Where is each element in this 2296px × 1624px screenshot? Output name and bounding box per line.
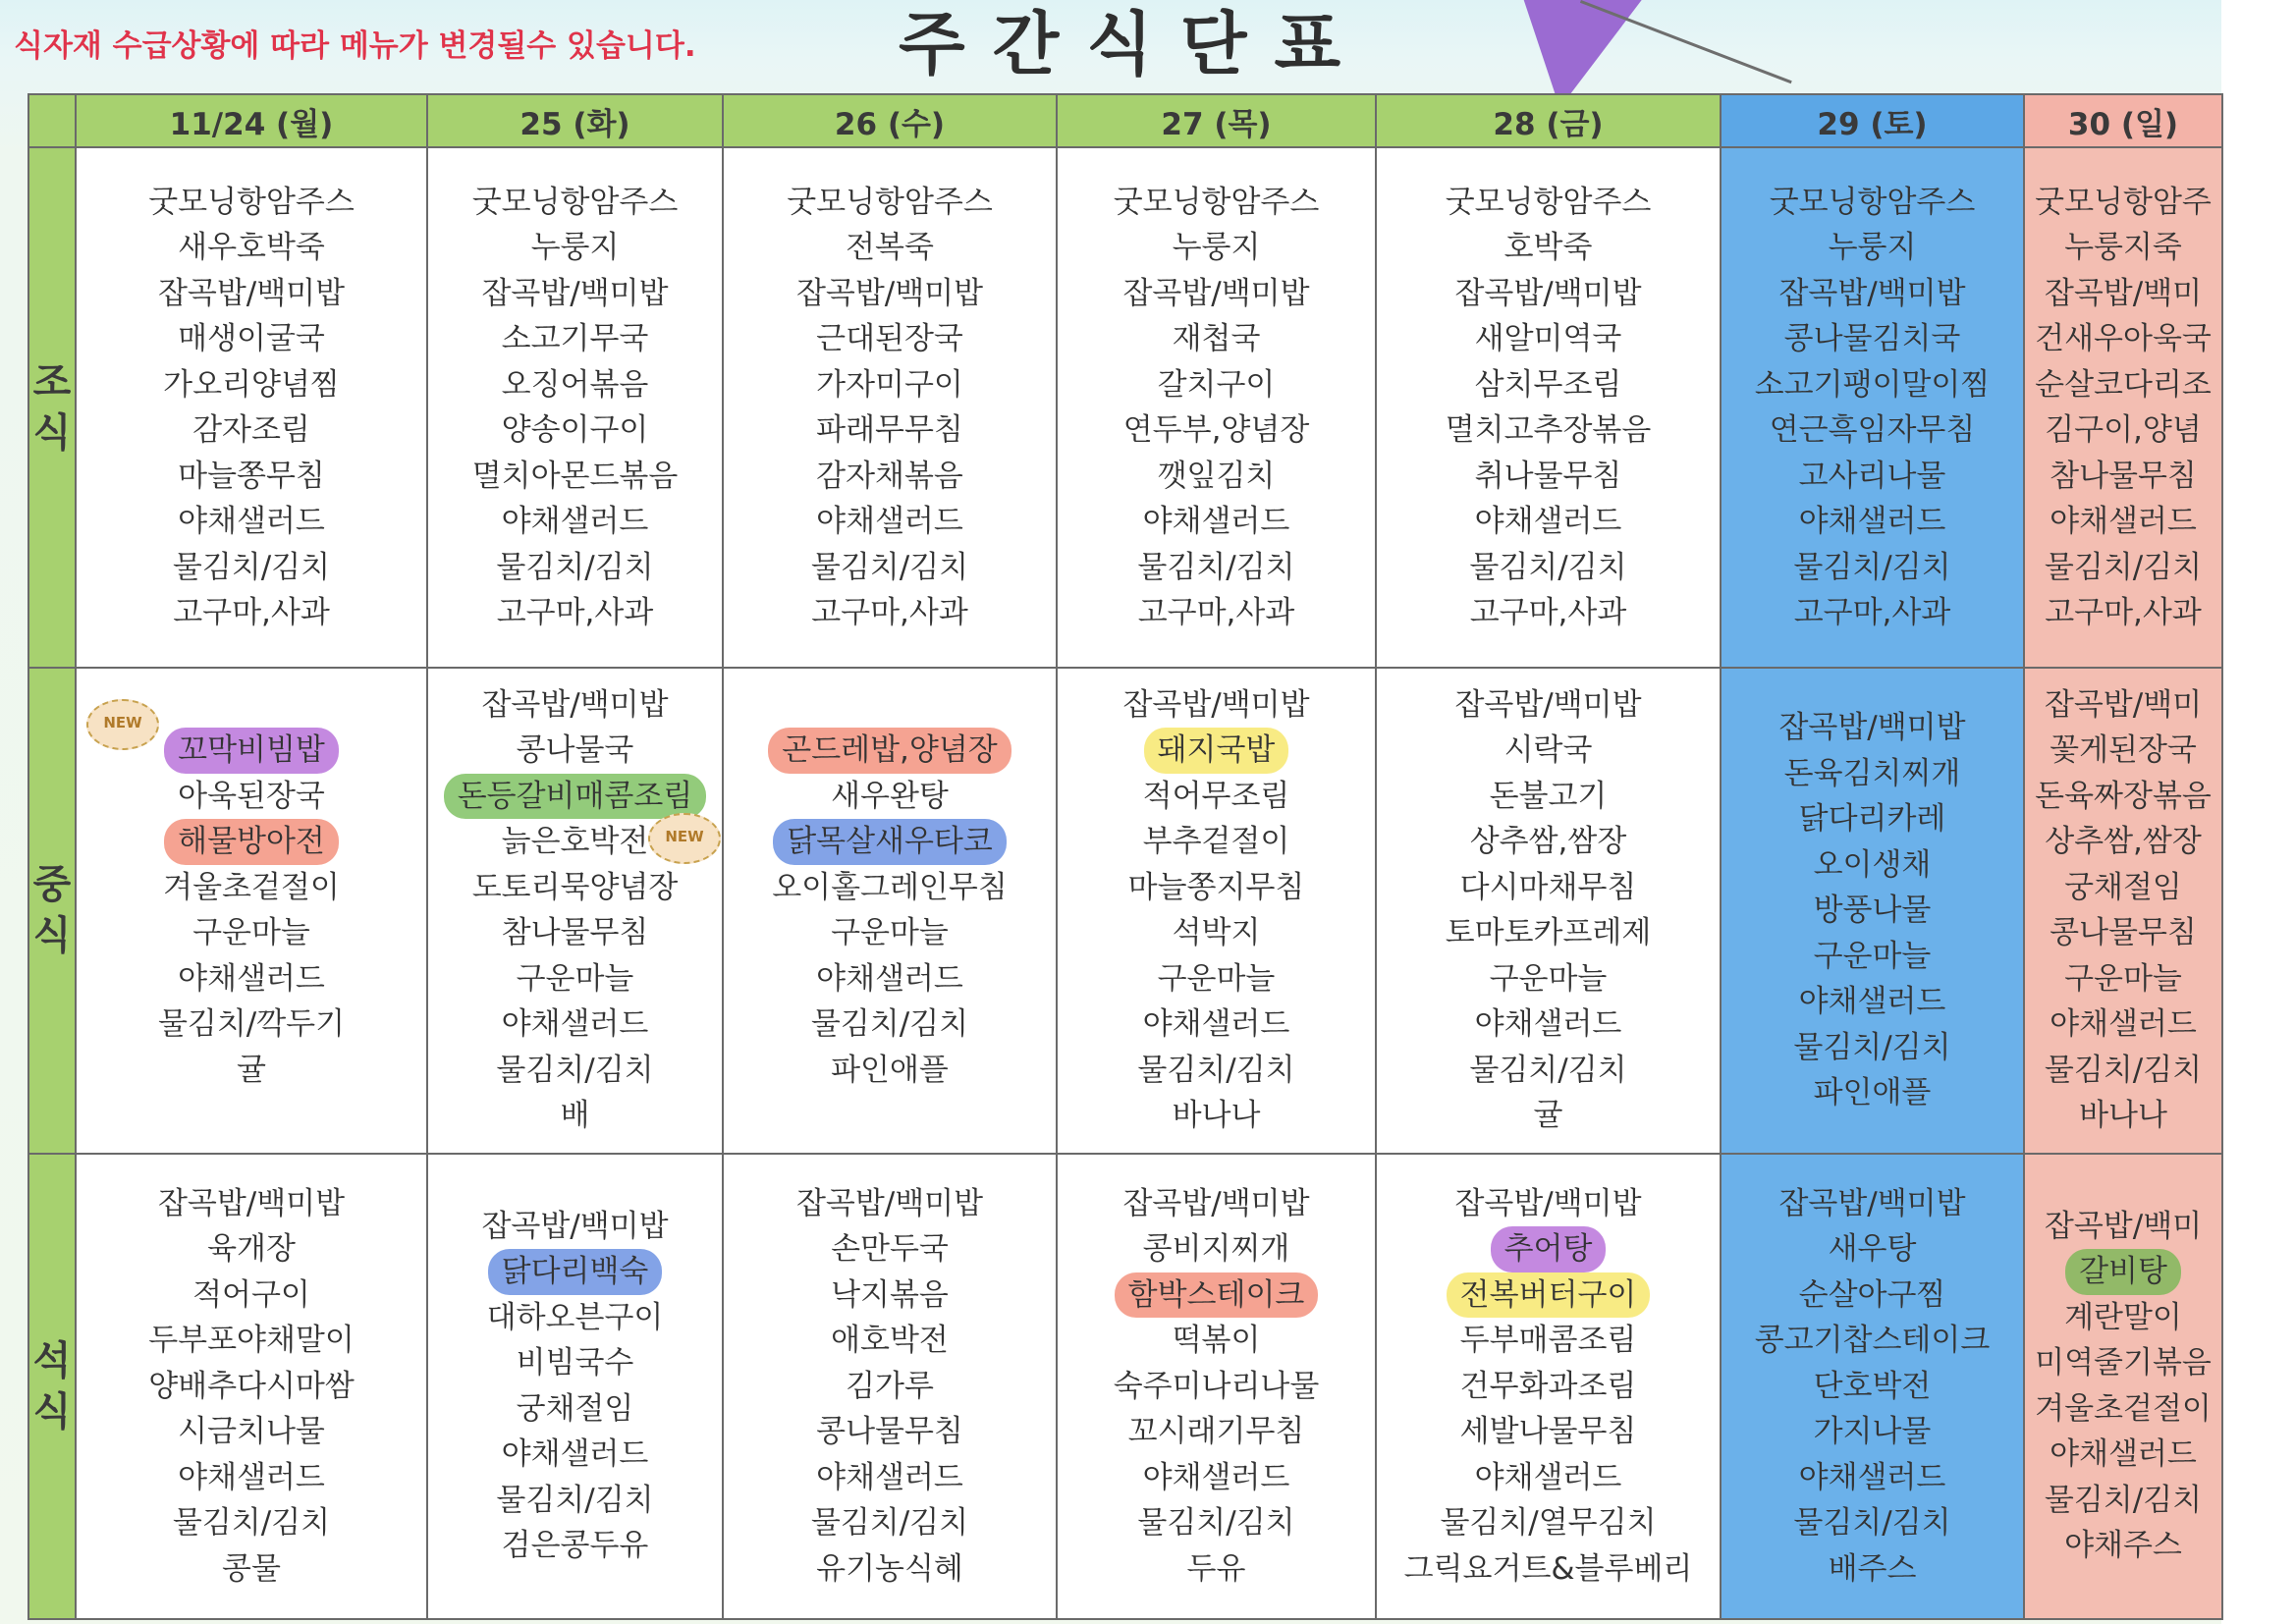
menu-item: 굿모닝항암주 <box>2035 184 2212 220</box>
dinner-cell-fri <box>1376 1154 1721 1619</box>
menu-item: 그릭요거트&블루베리 <box>1403 1550 1693 1587</box>
menu-item: 새우탕 <box>1828 1231 1917 1268</box>
menu-item: 구운마늘 <box>831 915 949 951</box>
new-sticker-decoration: NEW <box>86 699 159 750</box>
menu-item: 잡곡밥/백미밥 <box>1778 710 1966 746</box>
menu-item: 잡곡밥/백미밥 <box>795 275 984 311</box>
menu-item: 겨울초겉절이 <box>163 869 340 905</box>
menu-body <box>28 147 2222 1619</box>
menu-item: 가지나물 <box>1813 1414 1932 1450</box>
menu-item: 토마토카프레제 <box>1445 915 1652 951</box>
highlighted-menu-item: 전복버터구이 <box>1447 1272 1651 1319</box>
menu-item: 순살코다리조 <box>2035 366 2212 403</box>
menu-item: 새알미역국 <box>1474 321 1622 357</box>
menu-item: 잡곡밥/백미밥 <box>1122 686 1310 723</box>
menu-item: 시락국 <box>1503 732 1593 769</box>
menu-item: 물김치/김치 <box>172 549 331 585</box>
menu-item: 고구마,사과 <box>496 595 654 631</box>
menu-item: 야채샐러드 <box>1142 1459 1290 1495</box>
menu-item: 물김치/김치 <box>1137 1505 1295 1542</box>
menu-item: 야채샐러드 <box>1798 504 1946 540</box>
menu-item: 궁채절임 <box>2064 869 2182 905</box>
menu-item-list <box>1058 1181 1375 1593</box>
menu-item: 굿모닝항암주스 <box>1113 184 1320 220</box>
menu-item: 물김치/김치 <box>1469 1052 1627 1088</box>
menu-item: 야채주스 <box>2064 1528 2182 1564</box>
menu-item: 누룽지 <box>530 230 620 266</box>
menu-item: 바나나 <box>2079 1098 2167 1134</box>
menu-item: 파인애플 <box>831 1052 949 1088</box>
menu-item: 구운마늘 <box>192 915 310 951</box>
highlighted-menu-item: 꼬막비빔밥 <box>164 728 339 774</box>
menu-item: 참나물무침 <box>501 915 649 951</box>
menu-item: 멸치아몬드볶음 <box>471 458 679 494</box>
menu-item: 물김치/김치 <box>496 1482 654 1518</box>
day-header-thu: 27 (목) <box>1057 94 1376 147</box>
highlighted-menu-item: 돈등갈비매콤조림 <box>444 774 707 820</box>
highlighted-menu-item: 닭다리백숙 <box>488 1249 663 1295</box>
menu-item: 꼬시래기무침 <box>1127 1414 1305 1450</box>
menu-item: 고구마,사과 <box>811 595 968 631</box>
menu-item: 배 <box>560 1098 590 1134</box>
menu-item: 물김치/김치 <box>1137 1052 1295 1088</box>
menu-item: 잡곡밥/백미밥 <box>157 275 346 311</box>
menu-item: 물김치/김치 <box>1793 1505 1951 1542</box>
menu-item: 야채샐러드 <box>1798 1459 1946 1495</box>
menu-item: 새우완탕 <box>831 778 949 814</box>
menu-item: 잡곡밥/백미밥 <box>157 1185 346 1221</box>
menu-item: 늙은호박전 <box>501 824 649 860</box>
menu-item: 잡곡밥/백미밥 <box>481 275 669 311</box>
menu-item: 물김치/김치 <box>810 1006 969 1043</box>
lunch-cell-sat <box>1721 668 2024 1154</box>
menu-item: 호박죽 <box>1503 230 1593 266</box>
breakfast-cell-sun <box>2024 147 2222 668</box>
menu-item: 물김치/김치 <box>1137 549 1295 585</box>
menu-item: 고구마,사과 <box>173 595 330 631</box>
menu-item: 콩나물국 <box>516 732 634 769</box>
breakfast-cell-mon <box>76 147 427 668</box>
dinner-cell-sun <box>2024 1154 2222 1619</box>
dinner-cell-tue <box>427 1154 723 1619</box>
menu-item: 김구이,양념 <box>2045 412 2202 449</box>
menu-item: 애호박전 <box>831 1323 949 1359</box>
highlighted-menu-item: 갈비탕 <box>2065 1249 2181 1295</box>
menu-item: 돈육짜장볶음 <box>2035 778 2212 814</box>
menu-item-list <box>724 180 1056 636</box>
menu-item: 미역줄기볶음 <box>2035 1345 2212 1381</box>
highlighted-menu-item: 추어탕 <box>1491 1226 1607 1272</box>
menu-item: 구운마늘 <box>1157 960 1276 997</box>
menu-item: 야채샐러드 <box>1474 1006 1622 1043</box>
menu-item: 굿모닝항암주스 <box>1769 184 1976 220</box>
menu-item: 소고기무국 <box>501 321 649 357</box>
day-header-sun: 30 (일) <box>2024 94 2222 147</box>
menu-item-list <box>2025 180 2221 636</box>
menu-item-list <box>1377 180 1720 636</box>
menu-item-list <box>428 180 722 636</box>
menu-item: 상추쌈,쌈장 <box>2045 824 2202 860</box>
menu-item: 돈불고기 <box>1489 778 1608 814</box>
menu-item-list <box>1377 682 1720 1139</box>
menu-item: 손만두국 <box>831 1231 949 1268</box>
menu-item: 고구마,사과 <box>1137 595 1295 631</box>
menu-item: 고구마,사과 <box>1793 595 1951 631</box>
menu-item: 떡볶이 <box>1172 1323 1261 1359</box>
menu-item: 검은콩두유 <box>501 1528 649 1564</box>
page-title: 주간식단표 <box>899 4 1369 84</box>
menu-item: 야채샐러드 <box>1474 504 1622 540</box>
menu-item: 배주스 <box>1828 1550 1917 1587</box>
menu-item: 물김치/김치 <box>1793 549 1951 585</box>
menu-item: 적어무조림 <box>1142 778 1290 814</box>
menu-item: 굿모닝항암주스 <box>148 184 355 220</box>
menu-item: 도토리묵양념장 <box>471 869 679 905</box>
menu-item: 물김치/깍두기 <box>157 1006 346 1043</box>
menu-item: 잡곡밥/백미 <box>2044 1208 2203 1244</box>
menu-item: 단호박전 <box>1813 1368 1932 1404</box>
breakfast-cell-tue <box>427 147 723 668</box>
menu-item: 잡곡밥/백미밥 <box>1778 275 1966 311</box>
lunch-row <box>28 668 2222 1154</box>
menu-item: 닭다리카레 <box>1798 801 1946 838</box>
menu-item: 마늘쫑지무침 <box>1127 869 1305 905</box>
menu-item: 콩나물무침 <box>2050 915 2197 951</box>
menu-item: 상추쌈,쌈장 <box>1469 824 1627 860</box>
menu-item: 다시마채무침 <box>1459 869 1637 905</box>
menu-item: 잡곡밥/백미밥 <box>1454 275 1642 311</box>
menu-item: 두유 <box>1186 1550 1246 1587</box>
menu-item-list <box>77 1181 426 1593</box>
menu-item: 돈육김치찌개 <box>1783 755 1961 791</box>
menu-item: 김가루 <box>846 1368 934 1404</box>
menu-item: 물김치/김치 <box>1793 1029 1951 1065</box>
menu-item: 건새우아욱국 <box>2035 321 2212 357</box>
menu-item: 오징어볶음 <box>501 366 649 403</box>
menu-item: 계란말이 <box>2064 1299 2182 1335</box>
breakfast-cell-fri <box>1376 147 1721 668</box>
day-header-sat: 29 (토) <box>1721 94 2024 147</box>
menu-item: 연근흑임자무침 <box>1769 412 1976 449</box>
menu-item: 누룽지 <box>1828 230 1917 266</box>
menu-item: 구운마늘 <box>1489 960 1608 997</box>
highlighted-menu-item: 해물방아전 <box>164 819 339 865</box>
menu-item: 적어구이 <box>192 1276 310 1313</box>
dinner-cell-sat <box>1721 1154 2024 1619</box>
highlighted-menu-item: 곤드레밥,양념장 <box>768 728 1011 774</box>
menu-item: 물김치/김치 <box>2044 549 2203 585</box>
menu-item: 깻잎김치 <box>1157 458 1276 494</box>
menu-item: 야채샐러드 <box>501 1436 649 1473</box>
breakfast-cell-sat <box>1721 147 2024 668</box>
breakfast-label <box>28 147 76 668</box>
day-header-fri: 28 (금) <box>1376 94 1721 147</box>
menu-item-list <box>1722 1181 2023 1593</box>
menu-item: 양송이구이 <box>501 412 649 449</box>
menu-item: 누룽지죽 <box>2064 230 2182 266</box>
menu-item: 재첩국 <box>1172 321 1261 357</box>
menu-item: 물김치/김치 <box>1469 549 1627 585</box>
menu-item: 야채샐러드 <box>2050 1436 2197 1473</box>
menu-item: 물김치/김치 <box>172 1505 331 1542</box>
breakfast-cell-wed <box>723 147 1057 668</box>
menu-item: 야채샐러드 <box>1142 504 1290 540</box>
breakfast-cell-thu <box>1057 147 1376 668</box>
menu-item-list <box>77 728 426 1093</box>
menu-item-list <box>428 1204 722 1569</box>
menu-item: 잡곡밥/백미 <box>2044 686 2203 723</box>
lunch-cell-thu <box>1057 668 1376 1154</box>
menu-item: 야채샐러드 <box>178 1459 325 1495</box>
menu-item: 참나물무침 <box>2050 458 2197 494</box>
menu-item: 굿모닝항암주스 <box>471 184 679 220</box>
lunch-cell-wed <box>723 668 1057 1154</box>
menu-item: 잡곡밥/백미밥 <box>1778 1185 1966 1221</box>
menu-item-list <box>1722 705 2023 1116</box>
menu-item: 대하오븐구이 <box>486 1299 664 1335</box>
dinner-label <box>28 1154 76 1619</box>
menu-item-list <box>1377 1181 1720 1593</box>
dinner-label-text: 석 식 <box>32 1337 72 1435</box>
menu-item: 야채샐러드 <box>1474 1459 1622 1495</box>
menu-item: 물김치/김치 <box>810 1505 969 1542</box>
menu-item: 낙지볶음 <box>831 1276 949 1313</box>
menu-item: 순살아구찜 <box>1798 1276 1946 1313</box>
menu-item: 두부포야채말이 <box>148 1323 355 1359</box>
menu-item: 고구마,사과 <box>1469 595 1627 631</box>
menu-item: 야채샐러드 <box>2050 504 2197 540</box>
new-sticker-decoration: NEW <box>648 813 721 864</box>
menu-item: 전복죽 <box>846 230 934 266</box>
menu-item: 근대된장국 <box>816 321 963 357</box>
menu-item: 세발나물무침 <box>1459 1414 1637 1450</box>
menu-item: 잡곡밥/백미 <box>2044 275 2203 311</box>
menu-item-list <box>1058 180 1375 636</box>
menu-item-list <box>77 180 426 636</box>
menu-item: 잡곡밥/백미밥 <box>481 1208 669 1244</box>
menu-item: 야채샐러드 <box>1798 984 1946 1020</box>
menu-item: 굿모닝항암주스 <box>1445 184 1652 220</box>
menu-item: 야채샐러드 <box>501 1006 649 1043</box>
menu-item-list <box>1058 682 1375 1139</box>
lunch-label <box>28 668 76 1154</box>
menu-item: 야채샐러드 <box>816 960 963 997</box>
menu-item: 감자채볶음 <box>816 458 963 494</box>
breakfast-label-text: 조 식 <box>32 359 72 457</box>
menu-item: 마늘쫑무침 <box>178 458 325 494</box>
menu-item: 물김치/열무김치 <box>1440 1505 1657 1542</box>
day-header-row <box>28 94 2222 147</box>
menu-item: 야채샐러드 <box>178 504 325 540</box>
day-header-tue: 25 (화) <box>427 94 723 147</box>
menu-item: 건무화과조림 <box>1459 1368 1637 1404</box>
menu-item: 콩물 <box>222 1550 281 1587</box>
menu-item: 가오리양념찜 <box>163 366 340 403</box>
menu-item: 구운마늘 <box>516 960 634 997</box>
menu-item: 고구마,사과 <box>2045 595 2202 631</box>
dinner-cell-wed <box>723 1154 1057 1619</box>
lunch-cell-sun <box>2024 668 2222 1154</box>
menu-item: 소고기팽이말이찜 <box>1754 366 1991 403</box>
menu-item: 콩나물무침 <box>816 1414 963 1450</box>
menu-item: 아욱된장국 <box>178 778 325 814</box>
menu-item: 콩나물김치국 <box>1783 321 1961 357</box>
day-header-wed: 26 (수) <box>723 94 1057 147</box>
menu-item: 갈치구이 <box>1157 366 1276 403</box>
menu-item: 감자조림 <box>192 412 310 449</box>
menu-item: 콩고기찹스테이크 <box>1754 1323 1991 1359</box>
menu-item: 꽃게된장국 <box>2050 732 2197 769</box>
menu-item: 잡곡밥/백미밥 <box>481 686 669 723</box>
menu-item-list <box>724 1181 1056 1593</box>
menu-item: 부추겉절이 <box>1142 824 1290 860</box>
menu-item: 취나물무침 <box>1474 458 1622 494</box>
menu-item: 물김치/김치 <box>496 1052 654 1088</box>
menu-item: 잡곡밥/백미밥 <box>1122 275 1310 311</box>
menu-item-list <box>724 728 1056 1093</box>
highlighted-menu-item: 돼지국밥 <box>1144 728 1289 774</box>
menu-item: 석박지 <box>1172 915 1261 951</box>
day-header-mon: 11/24 (월) <box>76 94 427 147</box>
menu-item-list <box>428 682 722 1139</box>
menu-item: 잡곡밥/백미밥 <box>1122 1185 1310 1221</box>
menu-item: 야채샐러드 <box>178 960 325 997</box>
lunch-cell-fri <box>1376 668 1721 1154</box>
menu-item: 고사리나물 <box>1798 458 1946 494</box>
menu-item: 야채샐러드 <box>1142 1006 1290 1043</box>
menu-item: 잡곡밥/백미밥 <box>1454 686 1642 723</box>
header-corner <box>28 94 76 147</box>
menu-item: 물김치/김치 <box>496 549 654 585</box>
highlighted-menu-item: 함박스테이크 <box>1115 1272 1319 1319</box>
menu-item: 연두부,양념장 <box>1122 412 1310 449</box>
menu-item: 가자미구이 <box>816 366 963 403</box>
dinner-row <box>28 1154 2222 1619</box>
menu-item: 멸치고추장볶음 <box>1445 412 1652 449</box>
menu-item: 육개장 <box>207 1231 296 1268</box>
menu-item: 콩비지찌개 <box>1142 1231 1290 1268</box>
menu-item: 비빔국수 <box>516 1345 634 1381</box>
menu-item: 잡곡밥/백미밥 <box>1454 1185 1642 1221</box>
menu-item: 파래무무침 <box>816 412 963 449</box>
menu-item-list <box>1722 180 2023 636</box>
menu-item: 시금치나물 <box>178 1414 325 1450</box>
menu-item-list <box>2025 1204 2221 1569</box>
menu-item: 유기농식혜 <box>816 1550 963 1587</box>
weekly-menu-table <box>27 93 2223 1620</box>
menu-item: 방풍나물 <box>1813 893 1932 929</box>
menu-item: 오이생채 <box>1813 846 1932 883</box>
menu-item: 물김치/김치 <box>2044 1482 2203 1518</box>
menu-item: 궁채절임 <box>516 1390 634 1427</box>
lunch-cell-tue <box>427 668 723 1154</box>
menu-item: 야채샐러드 <box>501 504 649 540</box>
menu-item: 새우호박죽 <box>178 230 325 266</box>
highlighted-menu-item: 닭목살새우타코 <box>773 819 1007 865</box>
menu-item: 누룽지 <box>1172 230 1261 266</box>
menu-item: 두부매콤조림 <box>1459 1323 1637 1359</box>
menu-item: 숙주미나리나물 <box>1113 1368 1320 1404</box>
menu-item: 잡곡밥/백미밥 <box>795 1185 984 1221</box>
menu-item: 물김치/김치 <box>2044 1052 2203 1088</box>
menu-item: 야채샐러드 <box>2050 1006 2197 1043</box>
menu-item: 야채샐러드 <box>816 1459 963 1495</box>
menu-item: 파인애플 <box>1813 1075 1932 1111</box>
menu-item: 귤 <box>237 1052 266 1088</box>
dinner-cell-thu <box>1057 1154 1376 1619</box>
menu-item: 매생이굴국 <box>178 321 325 357</box>
menu-item: 바나나 <box>1172 1098 1261 1134</box>
menu-item: 구운마늘 <box>1813 938 1932 974</box>
lunch-label-text: 중 식 <box>32 862 72 959</box>
menu-item: 굿모닝항암주스 <box>787 184 993 220</box>
menu-item: 삼치무조림 <box>1474 366 1622 403</box>
menu-item: 물김치/김치 <box>810 549 969 585</box>
menu-item: 귤 <box>1533 1098 1563 1134</box>
menu-item: 양배추다시마쌈 <box>148 1368 355 1404</box>
supply-notice: 식자재 수급상황에 따라 메뉴가 변경될수 있습니다. <box>14 28 696 64</box>
menu-item: 겨울초겉절이 <box>2035 1390 2212 1427</box>
breakfast-row <box>28 147 2222 668</box>
menu-item: 구운마늘 <box>2064 960 2182 997</box>
dinner-cell-mon <box>76 1154 427 1619</box>
menu-item: 오이홀그레인무침 <box>772 869 1008 905</box>
menu-item-list <box>2025 682 2221 1139</box>
menu-item: 야채샐러드 <box>816 504 963 540</box>
